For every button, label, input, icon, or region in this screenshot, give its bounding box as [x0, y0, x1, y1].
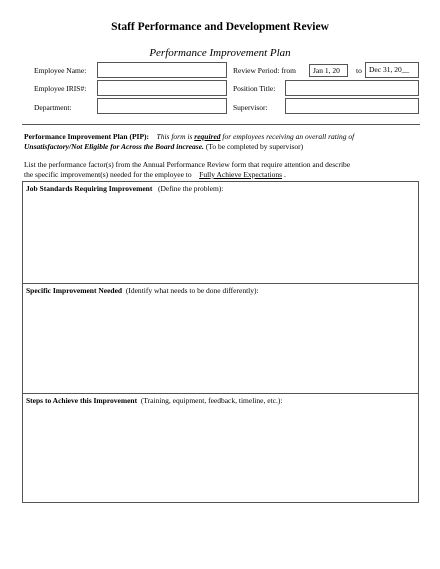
- review-to-field[interactable]: Dec 31, 20__: [365, 62, 419, 78]
- pip-text-1: This form is: [156, 132, 195, 141]
- job-standards-title: Job Standards Requiring Improvement: [26, 184, 153, 193]
- fully-achieve-link: Fully Achieve Expectations: [199, 170, 283, 179]
- employee-iris-field[interactable]: [97, 80, 227, 96]
- employee-name-field[interactable]: [97, 62, 227, 78]
- pip-heading: Performance Improvement Plan (PIP):: [24, 132, 150, 141]
- employee-name-label: Employee Name:: [34, 66, 87, 75]
- instructions-line-2-suffix: .: [283, 170, 286, 179]
- steps-title: Steps to Achieve this Improvement: [26, 396, 138, 405]
- position-title-field[interactable]: [285, 80, 419, 96]
- review-from-field[interactable]: Jan 1, 20: [309, 64, 348, 77]
- steps-hint: (Training, equipment, feedback, timeline, etc.):: [140, 396, 283, 405]
- pip-text-2: for employees receiving an overall rating of: [220, 132, 355, 141]
- review-period-label: Review Period: from: [233, 66, 296, 75]
- department-label: Department:: [34, 103, 72, 112]
- instructions: [24, 160, 416, 180]
- steps-box[interactable]: [22, 393, 419, 503]
- page-title: Staff Performance and Development Review: [111, 21, 329, 33]
- review-to-label: to: [356, 66, 362, 75]
- specific-improvement-title: Specific Improvement Needed: [26, 286, 123, 295]
- department-field[interactable]: [97, 98, 227, 114]
- specific-improvement-hint: (Identify what needs to be done differently):: [125, 286, 259, 295]
- employee-iris-label: Employee IRIS#:: [34, 84, 87, 93]
- page-subtitle: Performance Improvement Plan: [149, 47, 291, 59]
- position-title-label: Position Title:: [233, 84, 276, 93]
- instructions-line-1: List the performance factor(s) from the Annual Performance Review form that require attention and describe: [24, 160, 351, 169]
- supervisor-field[interactable]: [285, 98, 419, 114]
- instructions-line-2-prefix: the specific improvement(s) needed for the employee to: [24, 170, 192, 179]
- job-standards-hint: (Define the problem):: [157, 184, 224, 193]
- pip-statement: [24, 132, 416, 152]
- pip-completion-note: (To be completed by supervisor): [203, 142, 304, 151]
- section-divider: [22, 124, 420, 125]
- supervisor-label: Supervisor:: [233, 103, 268, 112]
- specific-improvement-box[interactable]: [22, 283, 419, 394]
- pip-required: required: [194, 132, 221, 141]
- job-standards-box[interactable]: [22, 181, 419, 284]
- pip-eligibility: Unsatisfactory/Not Eligible for Across the Board increase.: [24, 142, 204, 151]
